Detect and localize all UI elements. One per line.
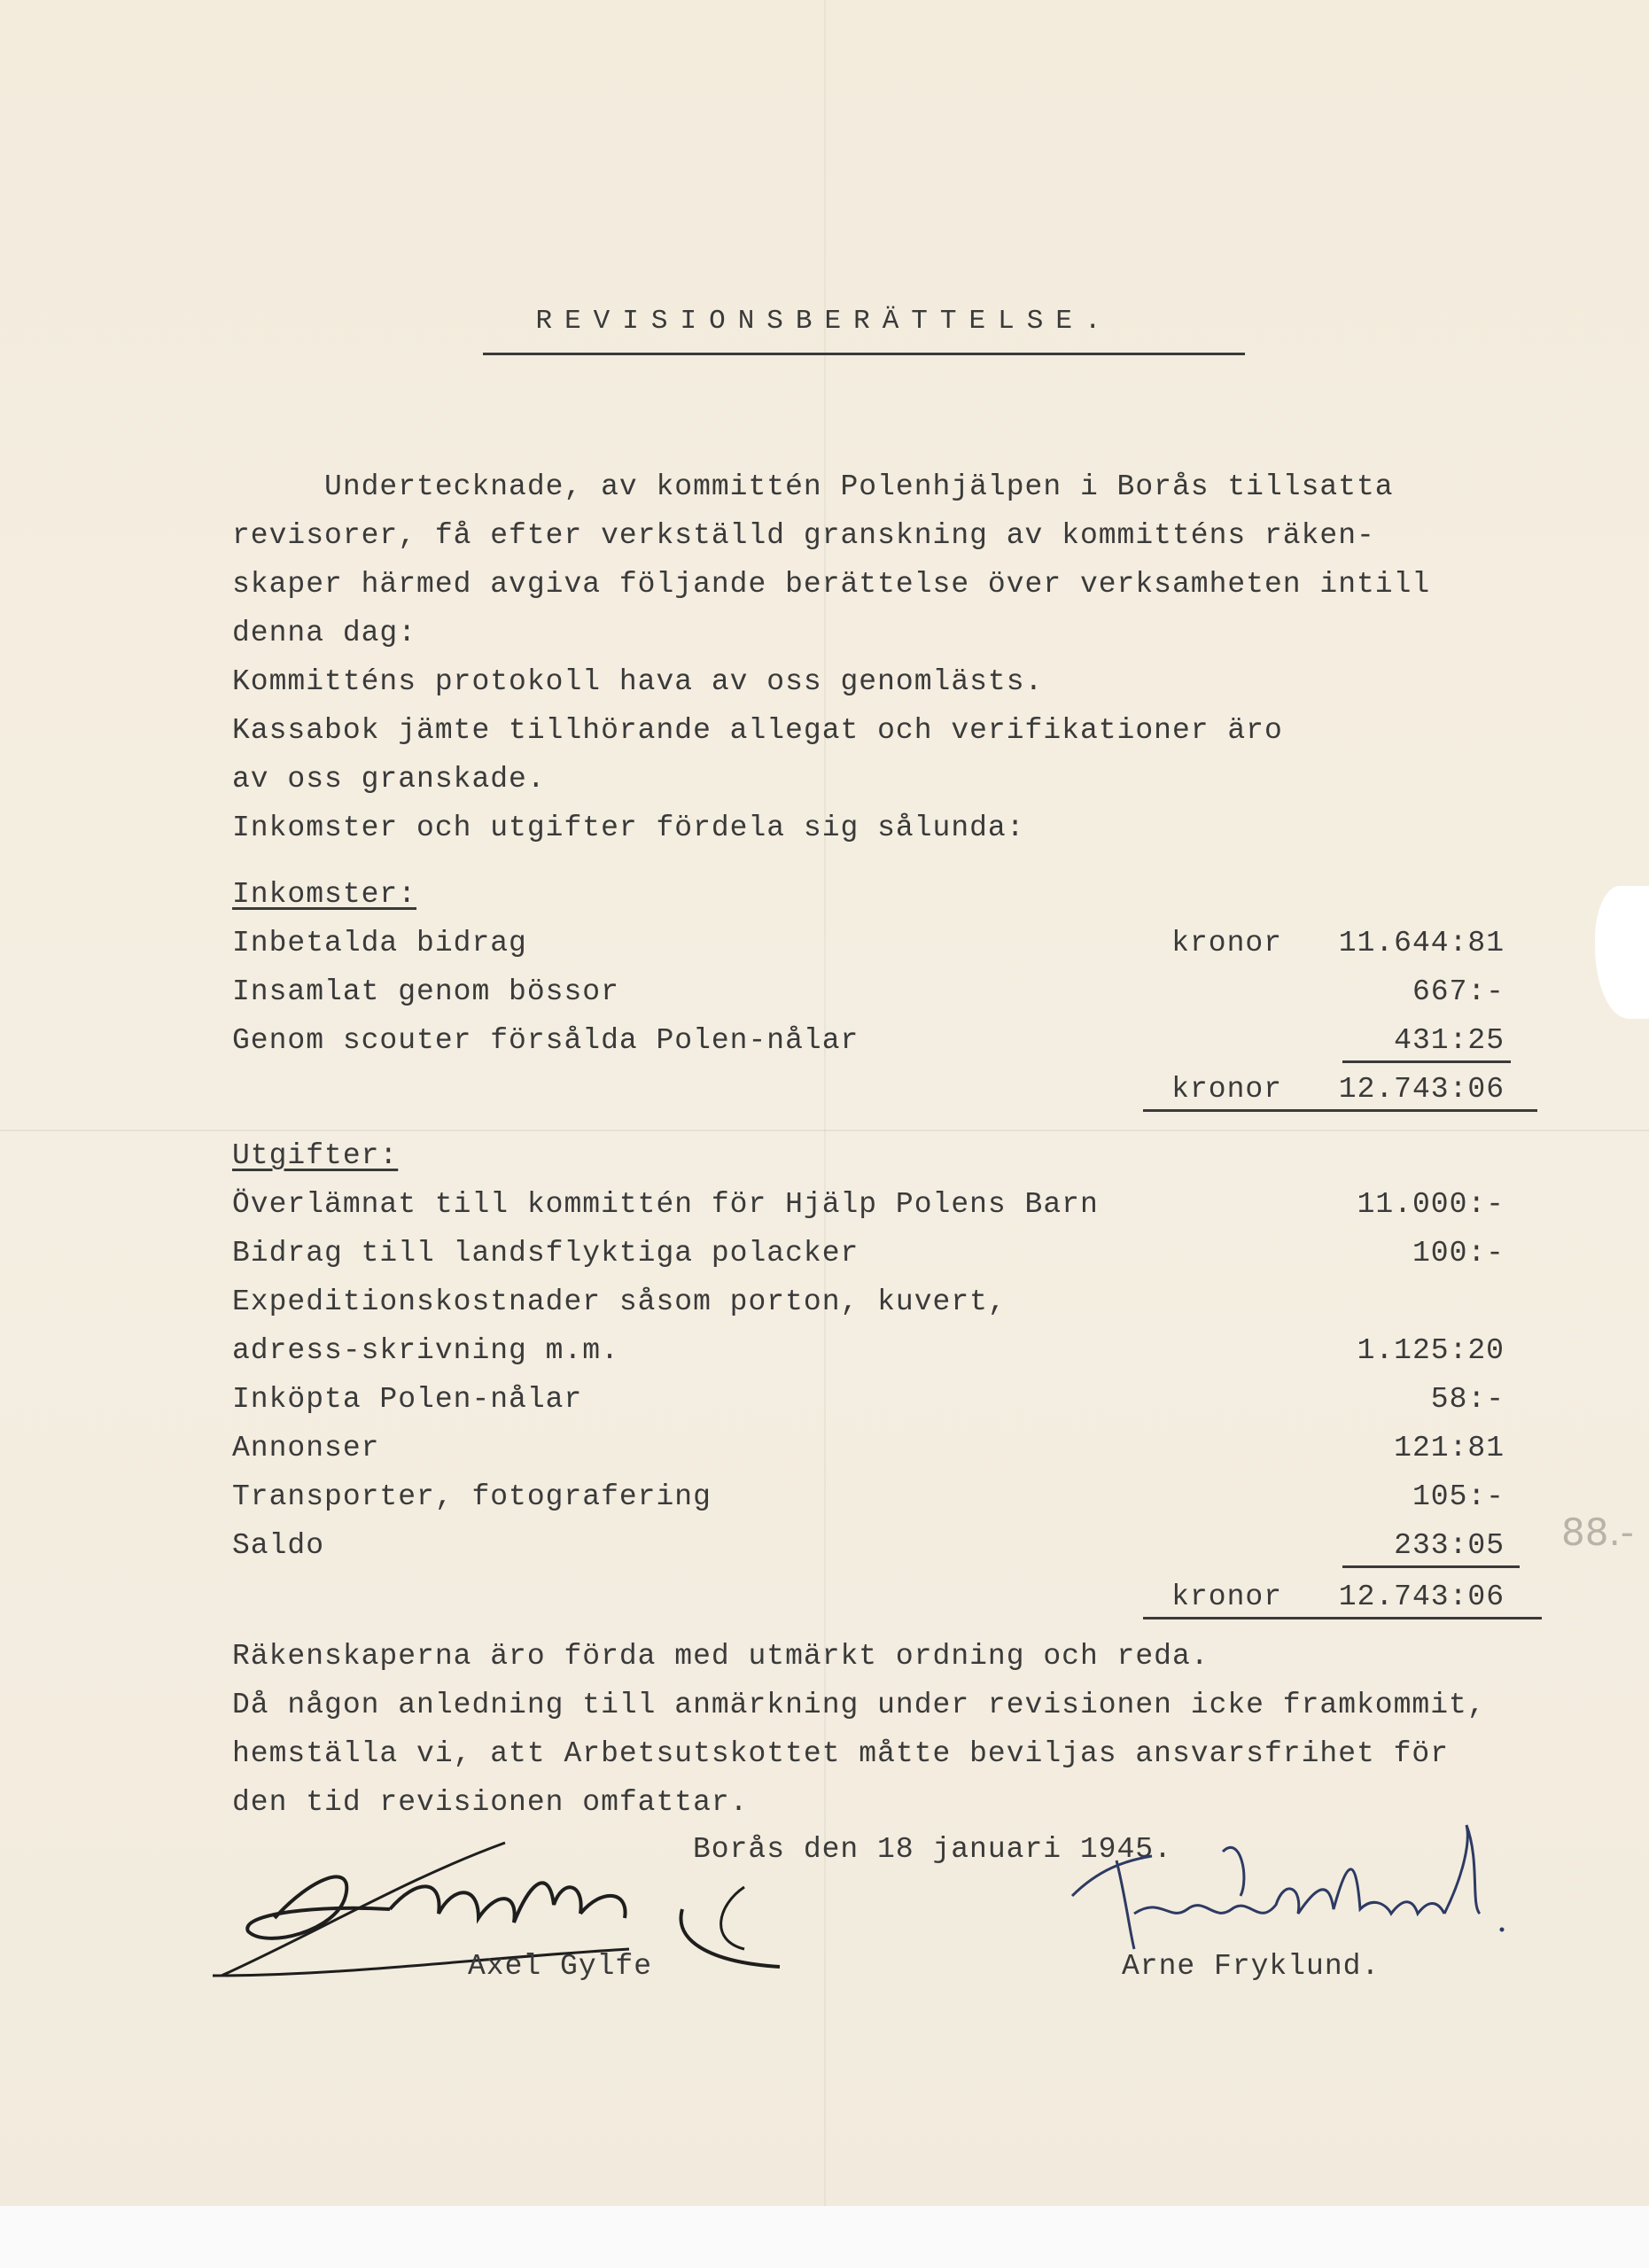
intro-line: revisorer, få efter verkställd granskning av kommitténs räken-	[232, 519, 1375, 552]
income-total-rule	[1143, 1109, 1537, 1112]
income-heading: Inkomster:	[232, 878, 417, 911]
expenses-heading: Utgifter:	[232, 1139, 399, 1172]
expense-row-label: Inköpta Polen-nålar	[232, 1383, 583, 1416]
expense-row-label: Saldo	[232, 1529, 325, 1562]
income-row-currency: kronor	[1171, 927, 1282, 959]
intro-line: Undertecknade, av kommittén Polenhjälpen i Borås tillsatta	[232, 470, 1394, 503]
income-subtotal-rule	[1342, 1060, 1511, 1063]
intro-line: Inkomster och utgifter fördela sig sålunda:	[232, 812, 1025, 844]
closing-line: Då någon anledning till anmärkning under revisionen icke framkommit,	[232, 1689, 1486, 1721]
intro-line: Kommitténs protokoll hava av oss genomlästs.	[232, 665, 1044, 698]
signature-arne-fryklund	[1063, 1825, 1524, 1962]
closing-line: Räkenskaperna äro förda med utmärkt ordning och reda.	[232, 1640, 1210, 1673]
closing-line: hemställa vi, att Arbetsutskottet måtte beviljas ansvarsfrihet för	[232, 1737, 1450, 1770]
pencil-note: 88.-	[1561, 1511, 1634, 1554]
expense-row-label: adress-skrivning m.m.	[232, 1334, 619, 1367]
signatory-name: Arne Fryklund.	[1122, 1950, 1381, 1983]
place-and-date: Borås den 18 januari 1945.	[693, 1833, 1172, 1866]
income-row-amount: 11.644:81	[1338, 927, 1505, 959]
expense-total-amount: 12.743:06	[1338, 1581, 1505, 1613]
expense-row-amount: 105:-	[1412, 1480, 1505, 1513]
income-row-amount: 431:25	[1394, 1024, 1505, 1057]
intro-line: av oss granskade.	[232, 763, 546, 796]
expense-row-amount: 1.125:20	[1357, 1334, 1505, 1367]
expense-total-rule	[1143, 1617, 1542, 1619]
expense-row-label: Expeditionskostnader såsom porton, kuvert,	[232, 1285, 1007, 1318]
income-row-amount: 667:-	[1412, 975, 1505, 1008]
title-underline	[483, 353, 1245, 355]
intro-line: Kassabok jämte tillhörande allegat och verifikationer äro	[232, 714, 1283, 747]
expense-row-amount: 100:-	[1412, 1237, 1505, 1270]
scan-border	[0, 2206, 1649, 2268]
income-row-label: Insamlat genom bössor	[232, 975, 619, 1008]
intro-line: denna dag:	[232, 617, 417, 649]
expense-row-amount: 121:81	[1394, 1432, 1505, 1464]
expense-row-label: Transporter, fotografering	[232, 1480, 712, 1513]
expense-row-label: Överlämnat till kommittén för Hjälp Polens Barn	[232, 1188, 1099, 1221]
intro-line: skaper härmed avgiva följande berättelse över verksamheten intill	[232, 568, 1431, 601]
expense-row-amount: 58:-	[1430, 1383, 1505, 1416]
expense-total-currency: kronor	[1171, 1581, 1282, 1613]
expense-row-label: Annonser	[232, 1432, 380, 1464]
paper-tear	[1595, 886, 1649, 1019]
document-title: REVISIONSBERÄTTELSE.	[535, 306, 1114, 337]
income-row-label: Inbetalda bidrag	[232, 927, 527, 959]
expense-row-amount: 11.000:-	[1357, 1188, 1505, 1221]
expense-subtotal-rule	[1342, 1565, 1520, 1568]
closing-line: den tid revisionen omfattar.	[232, 1786, 749, 1819]
expense-row-amount: 233:05	[1394, 1529, 1505, 1562]
income-total-currency: kronor	[1171, 1073, 1282, 1106]
signatory-name: Axel Gylfe	[468, 1950, 653, 1983]
income-row-label: Genom scouter försålda Polen-nålar	[232, 1024, 860, 1057]
income-total-amount: 12.743:06	[1338, 1073, 1505, 1106]
expense-row-label: Bidrag till landsflyktiga polacker	[232, 1237, 860, 1270]
